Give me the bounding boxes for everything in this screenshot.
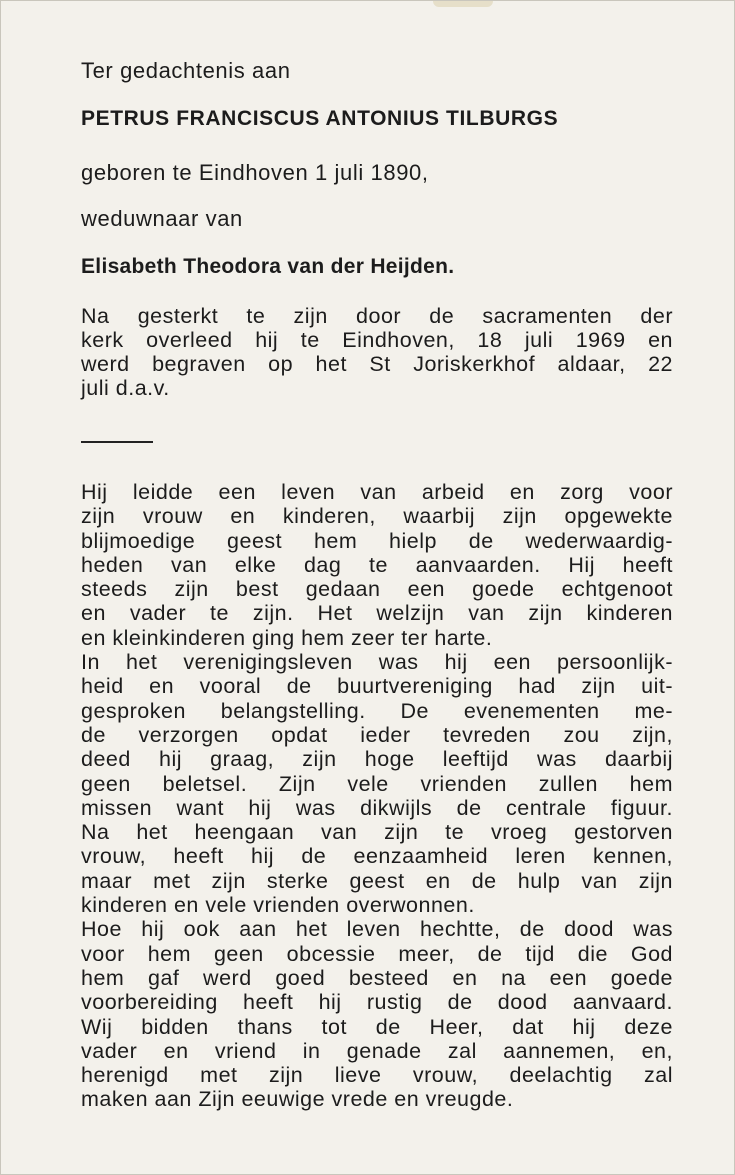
bio-line: Wij bidden thans tot de Heer, dat hij deze	[81, 1014, 673, 1039]
bio-line: heid en vooral de buurtvereniging had zijn uit-	[81, 674, 673, 699]
bio-line: zijn vrouw en kinderen, waarbij zijn opgewekte	[81, 504, 673, 529]
bio-line: vader en vriend in genade zal aannemen, en,	[81, 1038, 673, 1063]
bio-line: geen beletsel. Zijn vele vrienden zullen hem	[81, 771, 673, 796]
death-paragraph	[81, 304, 673, 400]
death-line: kerk overleed hij te Eindhoven, 18 juli 1969 en	[81, 328, 673, 352]
bio-line: heden van elke dag te aanvaarden. Hij heeft	[81, 552, 673, 577]
death-line: Na gesterkt te zijn door de sacramenten der	[81, 304, 673, 328]
death-line: werd begraven op het St Joriskerkhof aldaar, 22	[81, 352, 673, 376]
bio-line: kinderen en vele vrienden overwonnen.	[81, 893, 475, 918]
bio-line: Hij leidde een leven van arbeid en zorg voor	[81, 480, 673, 504]
spouse-name: Elisabeth Theodora van der Heijden.	[81, 255, 455, 278]
bio-line: voor hem geen obcessie meer, de tijd die God	[81, 941, 673, 966]
bio-line: vrouw, heeft hij de eenzaamheid leren kennen,	[81, 844, 673, 869]
bio-line: Hoe hij ook aan het leven hechtte, de dood was	[81, 917, 673, 942]
intro-line: Ter gedachtenis aan	[81, 58, 291, 83]
bio-line: deed hij graag, zijn hoge leeftijd was daarbij	[81, 747, 673, 772]
bio-line: maken aan Zijn eeuwige vrede en vreugde.	[81, 1087, 514, 1112]
bio-line: hem gaf werd goed besteed en na een goede	[81, 965, 673, 990]
deceased-name: PETRUS FRANCISCUS ANTONIUS TILBURGS	[81, 107, 559, 130]
birth-line: geboren te Eindhoven 1 juli 1890,	[81, 160, 429, 185]
bio-line: herenigd met zijn lieve vrouw, deelachtig zal	[81, 1063, 673, 1088]
bio-line: steeds zijn best gedaan een goede echtgenoot	[81, 577, 673, 602]
bio-line: In het verenigingsleven was hij een persoonlijk-	[81, 650, 673, 675]
bio-line: voorbereiding heeft hij rustig de dood aanvaard.	[81, 990, 673, 1015]
bio-line: blijmoedige geest hem hielp de wederwaardig-	[81, 528, 673, 553]
bio-line: de verzorgen opdat ieder tevreden zou zijn,	[81, 722, 673, 747]
widower-line: weduwnaar van	[81, 206, 243, 231]
bio-line: en vader te zijn. Het welzijn van zijn kinderen	[81, 601, 673, 626]
biography-paragraph	[81, 480, 673, 1112]
bio-line: maar met zijn sterke geest en de hulp van zijn	[81, 868, 673, 893]
bio-line: en kleinkinderen ging hem zeer ter harte.	[81, 625, 493, 650]
divider-rule	[81, 441, 153, 443]
bio-line: missen want hij was dikwijls de centrale figuur.	[81, 795, 673, 820]
bio-line: Na het heengaan van zijn te vroeg gestorven	[81, 820, 673, 845]
bio-line: gesproken belangstelling. De evenementen me-	[81, 698, 673, 723]
death-line: juli d.a.v.	[81, 376, 170, 400]
card-top-tab	[433, 1, 493, 7]
